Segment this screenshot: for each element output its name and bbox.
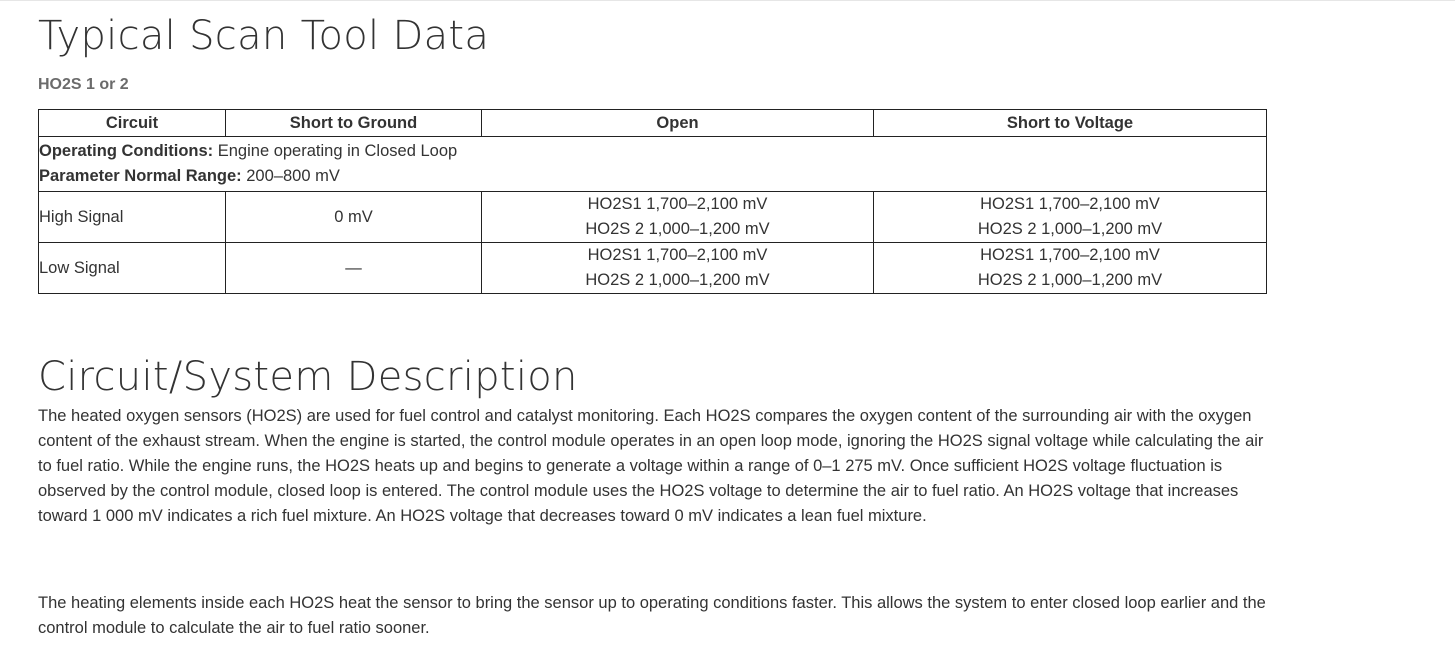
circuit-cell: High Signal [39, 192, 226, 243]
header-short-to-voltage: Short to Voltage [874, 110, 1267, 137]
short-to-voltage-value-line: HO2S 2 1,000–1,200 mV [977, 220, 1163, 238]
operating-conditions [39, 139, 1266, 164]
open-value-line: HO2S1 1,700–2,100 mV [587, 246, 768, 264]
parameter-normal-range [39, 164, 1266, 189]
open-value-line: HO2S 2 1,000–1,200 mV [585, 220, 770, 238]
header-open: Open [482, 110, 874, 137]
short-to-voltage-value-line: HO2S 2 1,000–1,200 mV [977, 271, 1163, 289]
description-paragraph: The heated oxygen sensors (HO2S) are used for fuel control and catalyst monitoring. Each HO2S compares the oxygen content of the surrounding air with the oxygen content of the exhaust stream. When the engine is started, the control module operates in an open loop mode, ignoring the HO2S signal voltage while calculating the air to fuel ratio. While the engine runs, the HO2S heats up and begins to generate a voltage within a range of 0–1 275 mV. Once sufficient HO2S voltage fluctuation is observed by the control module, closed loop is entered. The control module uses the HO2S voltage to determine the air to fuel ratio. An HO2S voltage that increases toward 1 000 mV indicates a rich fuel mixture. An HO2S voltage that decreases toward 0 mV indicates a lean fuel mixture. [38, 407, 1264, 525]
open-cell [482, 192, 874, 243]
open-cell [482, 243, 874, 294]
table-subheading: HO2S 1 or 2 [38, 76, 129, 93]
short-to-voltage-cell [874, 192, 1267, 243]
short-to-voltage-cell [874, 243, 1267, 294]
table-row [39, 192, 1267, 243]
header-circuit: Circuit [39, 110, 226, 137]
open-value-line: HO2S1 1,700–2,100 mV [587, 195, 768, 213]
open-value-line: HO2S 2 1,000–1,200 mV [585, 271, 770, 289]
conditions-cell [39, 137, 1267, 192]
header-short-to-ground: Short to Ground [226, 110, 482, 137]
short-to-voltage-value-line: HO2S1 1,700–2,100 mV [980, 195, 1160, 213]
normal-range-label: Parameter Normal Range: [39, 167, 242, 185]
table-header-row [39, 110, 1267, 137]
short-to-ground-cell: — [226, 243, 482, 294]
conditions-row [39, 137, 1267, 192]
description-paragraph: The heating elements inside each HO2S heat the sensor to bring the sensor up to operating conditions faster. This allows the system to enter closed loop earlier and the control module to calculate the air to fuel ratio sooner. [38, 594, 1266, 637]
short-to-voltage-value-line: HO2S1 1,700–2,100 mV [980, 246, 1160, 264]
short-to-ground-cell: 0 mV [226, 192, 482, 243]
top-divider [0, 0, 1455, 1]
table-row [39, 243, 1267, 294]
normal-range-value: 200–800 mV [241, 167, 340, 185]
scan-tool-data-table [38, 109, 1267, 294]
section-title: Circuit/System Description [38, 354, 578, 400]
circuit-cell: Low Signal [39, 243, 226, 294]
page-title: Typical Scan Tool Data [38, 13, 490, 59]
operating-conditions-value: Engine operating in Closed Loop [213, 142, 458, 160]
operating-conditions-label: Operating Conditions: [39, 142, 214, 160]
